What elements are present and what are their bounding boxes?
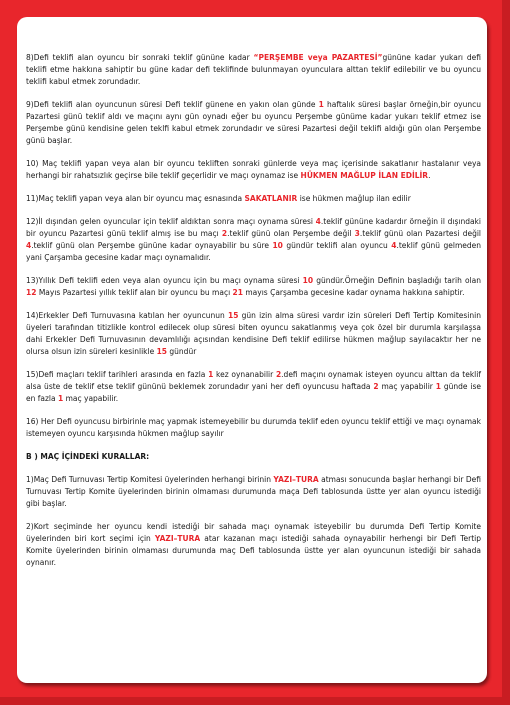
highlighted-text: “PERŞEMBE veya PAZARTESİ” [253,53,383,62]
paragraph-text: haftalık süresi başlar örneğin,bir oyuncu Pazartesi günü teklif aldı ve maçını aynı gün oynadı eğer bu oyuncu Perşembe günüme kadar yukarı teklif etmez ise Perşembe günü kendisine gelen teklfi kabul etmek zorundadır ve süresi Pazartesi değil teklifi aldığı gün olan Perşembe günü başlar. [26,100,481,145]
rule-paragraph-p10 [26,158,481,182]
paragraph-text: .defi maçını oynamak isteyen oyuncu alttan da teklif alsa üste de teklif etse teklif gününü beklemek zorundadır yani her defi oyuncusu haftada [26,370,481,391]
paragraph-text: 1)Maç Defi Turnuvası Tertip Komitesi üyelerinden herhangi birinin [26,475,274,484]
paragraph-text: 13)Yıllık Defi teklifi eden veya alan oyuncu için bu maçı oynama süresi [26,276,303,285]
highlighted-text: 1 [435,382,441,391]
paragraph-text: . [428,171,431,180]
paragraph-text: .teklif günü olan Perşembe gününe kadar oynayabilir bu süre [31,241,273,250]
paragraph-text: ise hükmen mağlup ilan edilir [297,194,411,203]
paragraph-text: 8)Defi teklifi alan oyuncu bir sonraki teklif gününe kadar [26,53,254,62]
paragraph-text: 14)Erkekler Defi Turnuvasına katılan her oyuncunun [26,311,228,320]
paragraph-text: gündür [167,347,197,356]
highlighted-text: 10 [272,241,283,250]
highlighted-text: 12 [26,288,37,297]
highlighted-text: 21 [232,288,243,297]
rule-paragraph-p13 [26,275,481,299]
highlighted-text: HÜKMEN MAĞLUP İLAN EDİLİR [300,171,429,180]
paragraph-text: B ) MAÇ İÇİNDEKİ KURALLAR: [26,452,150,461]
highlighted-text: 2 [275,370,282,379]
highlighted-text: 4 [26,241,32,250]
rule-paragraph-b1 [26,474,481,510]
paragraph-text: 11)Maç teklifi yapan veya alan bir oyuncu maç esnasında [26,194,245,203]
paragraph-text: .teklif günü olan Pazartesi değil [359,229,482,238]
rule-paragraph-b2 [26,521,481,569]
paragraph-text: gününe kadar yukarı defi teklifi etme hakkına sahiptir bu güne kadar defi teklifinde bulunmayan oyunculara alttan teklif edilebilir ve bu oyuncu teklifi kabul etmek zorundadır. [26,53,481,86]
paragraph-text: gün izin alma süresi vardır izin süreleri Defi Tertip Komitesinin üyeleri tarafından titizlikle kontrol edilecek olup süresi biten oyuncu sakatlanmış veya çok özel bir durumla karşılaşsa dahi Erkekler Defi Turnuvasının devamlılığı açısından kendisine Defi teklif edilirse hükmen mağlup sayılacaktır her ne olursa olsun izin süreleri kesinlikle [26,311,481,356]
paragraph-text: Mayıs Pazartesi yıllık teklif alan bir oyuncu bu maçı [36,288,233,297]
rule-paragraph-p9 [26,99,481,147]
paragraph-text: 9)Defi teklifi alan oyuncunun süresi Defi teklif günene en yakın olan günde [26,100,319,109]
highlighted-text: 4 [315,217,321,226]
rule-paragraph-p16 [26,416,481,440]
paragraph-text: gündür teklifi alan oyuncu [282,241,392,250]
paragraph-text: 16) Her Defi oyuncusu birbirinle maç yapmak istemeyebilir bu durumda teklif eden oyuncu teklif ettiği ve maçı oynamak istemeyen oyuncu karşısında hükmen mağlup sayılır [26,417,481,438]
paragraph-text: mayıs Çarşamba gecesine kadar oynama hakkına sahiptir. [242,288,465,297]
highlighted-text: 15 [156,347,168,356]
highlighted-text: SAKATLANIR [244,194,298,203]
highlighted-text: 1 [58,394,64,403]
document-body [26,52,481,580]
rule-paragraph-p14 [26,310,481,358]
highlighted-text: 15 [228,311,239,320]
highlighted-text: 3 [354,229,360,238]
paragraph-text: 12)İl dışından gelen oyuncular için teklif aldıktan sonra maçı oynama süresi [26,217,316,226]
frame-shadow-right [502,0,510,705]
highlighted-text: 4 [391,241,397,250]
section-heading [26,451,481,463]
highlighted-text: YAZI–TURA [273,475,319,484]
highlighted-text: YAZI–TURA [154,534,201,543]
highlighted-text: 1 [318,100,324,109]
paragraph-text: atması sonucunda başlar herhangi bir Defi Turnuvası Tertip Komite üyelerinden birinin olmaması durumunda maça Defi tablosunda üstte yer alan oyuncu istediği gibi başlar. [26,475,481,508]
paragraph-text: .teklif gününe kadardır örneğin il dışındaki bir oyuncu Pazartesi günü teklif almış ise bu maçı [26,217,481,238]
rule-paragraph-p11 [26,193,481,205]
rule-paragraph-p8 [26,52,481,88]
paragraph-text: 2)Kort seçiminde her oyuncu kendi istediği bir sahada maçı oynamak isteyebilir bu durumda Defi Tertip Komite üyelerinden biri kort seçimi için [26,522,481,543]
paragraph-text: maç yapabilir. [63,394,119,403]
rule-paragraph-p12 [26,216,481,264]
frame-shadow-bottom [0,697,510,705]
highlighted-text: 1 [208,370,214,379]
paragraph-text: .teklif günü olan Perşembe değil [227,229,355,238]
paragraph-text: günde ise en fazla [26,382,481,403]
paragraph-text: kez oynanabilir [213,370,276,379]
paragraph-text: 15)Defi maçları teklif tarihleri arasında en fazla [26,370,209,379]
rule-paragraph-p15 [26,369,481,405]
paragraph-text: 10) Maç teklifi yapan veya alan bir oyuncu tekliften sonraki günlerde veya maç içerisinde sakatlanır hastalanır veya herhangi bir rahatsızlık geçirse bile teklif geçerlidir ve maçı oynamaz ise [26,159,481,180]
paragraph-text: maç yapabilir [378,382,436,391]
paragraph-text: atar kazanan maçı istediği sahada oynayabilir herhengi bir Defi Tertip Komite üyelerinden birinin olmaması durumunda maç Defi tablosunda üstte yer alan oyuncunun istediği bir sahada oynanır. [26,534,481,567]
highlighted-text: 2 [221,229,228,238]
paragraph-text: .teklif günü gelmeden yani Çarşamba gecesine kadar maçı oynamalıdır. [26,241,482,262]
highlighted-text: 10 [302,276,314,285]
highlighted-text: 2 [373,382,379,391]
paragraph-text: gündür.Örneğin Definin başladığı tarih olan [313,276,481,285]
